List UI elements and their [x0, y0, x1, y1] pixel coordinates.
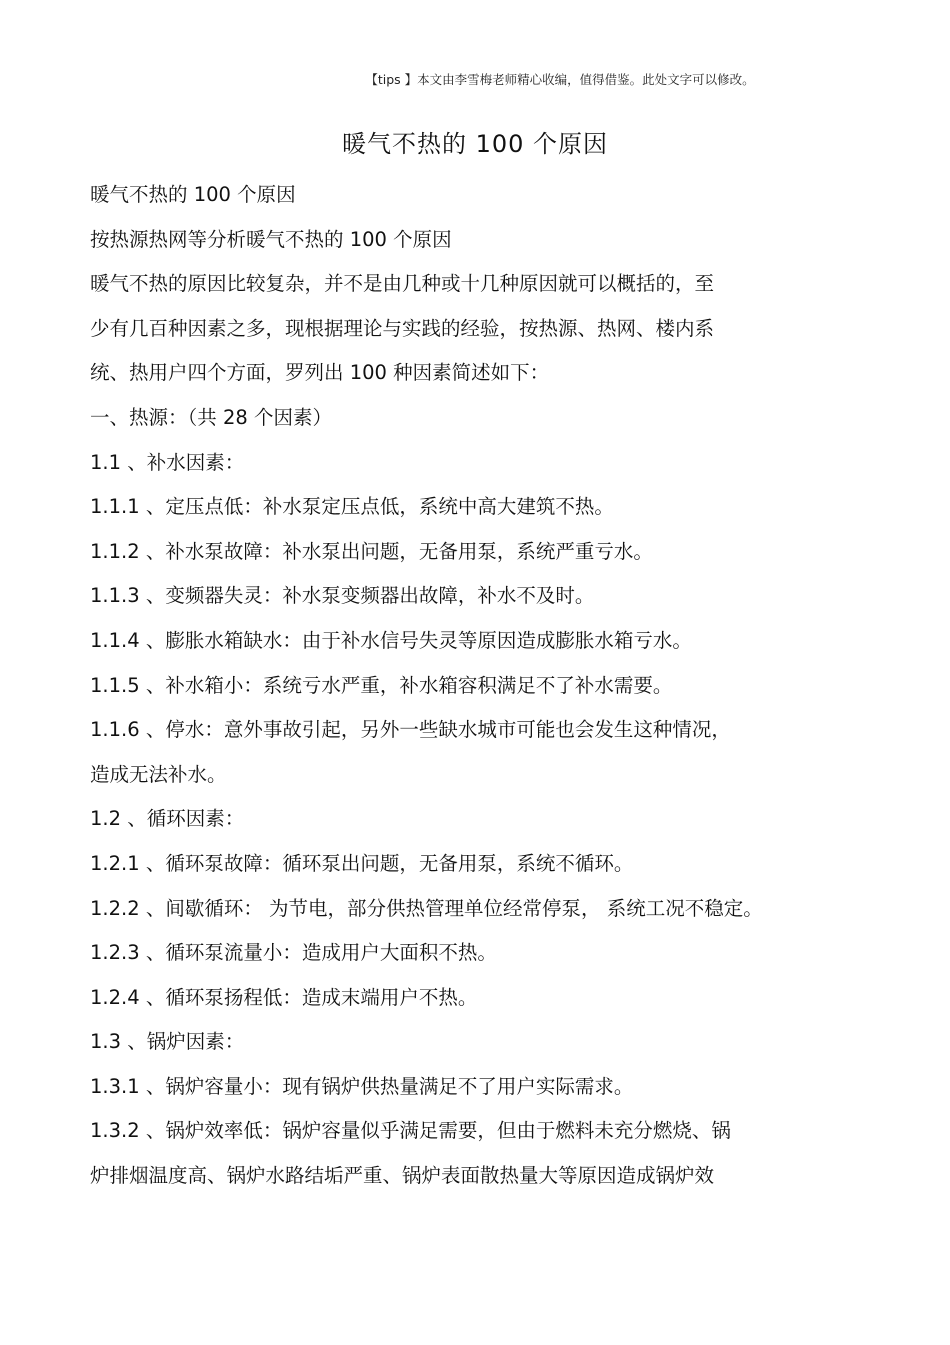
body-line: 暖气不热的原因比较复杂，并不是由几种或十几种原因就可以概括的，至: [90, 272, 715, 296]
document-body: [90, 178, 870, 1204]
document-title: 暖气不热的 100 个原因: [341, 130, 609, 158]
list-item: 1.1.3 、变频器失灵：补水泵变频器出故障，补水不及时。: [90, 584, 595, 608]
list-item: 1.1.1 、定压点低：补水泵定压点低，系统中高大建筑不热。: [90, 495, 614, 519]
subsection-heading: 1.1 、补水因素：: [90, 450, 245, 474]
list-item: 1.2.1 、循环泵故障：循环泵出问题，无备用泵，系统不循环。: [90, 851, 634, 875]
list-item: 1.3.1 、锅炉容量小：现有锅炉供热量满足不了用户实际需求。: [90, 1074, 634, 1098]
list-item: 1.1.6 、停水：意外事故引起，另外一些缺水城市可能也会发生这种情况，: [90, 718, 731, 742]
list-item: 1.1.2 、补水泵故障：补水泵出问题，无备用泵，系统严重亏水。: [90, 539, 653, 563]
body-line: 暖气不热的 100 个原因: [90, 183, 296, 206]
list-item: 1.2.4 、循环泵扬程低：造成末端用户不热。: [90, 985, 478, 1009]
body-line: 按热源热网等分析暖气不热的 100 个原因: [90, 227, 452, 251]
list-item: 1.1.5 、补水箱小：系统亏水严重，补水箱容积满足不了补水需要。: [90, 673, 673, 697]
list-item: 1.1.4 、膨胀水箱缺水：由于补水信号失灵等原因造成膨胀水箱亏水。: [90, 628, 692, 652]
header-tips-note: 【tips 】本文由李雪梅老师精心收编，值得借鉴。此处文字可以修改。: [365, 72, 755, 87]
body-line: 统、热用户四个方面，罗列出 100 种因素简述如下：: [90, 361, 550, 385]
subsection-heading: 1.3 、锅炉因素：: [90, 1030, 245, 1054]
subsection-heading: 1.2 、循环因素：: [90, 807, 245, 831]
section-heading: 一、热源：（共 28 个因素）: [90, 405, 332, 429]
list-item: 1.3.2 、锅炉效率低：锅炉容量似乎满足需要，但由于燃料未充分燃烧、锅: [90, 1119, 731, 1143]
list-item-continued: 炉排烟温度高、锅炉水路结垢严重、锅炉表面散热量大等原因造成锅炉效: [90, 1164, 715, 1188]
list-item-continued: 造成无法补水。: [90, 762, 227, 786]
list-item: 1.2.2 、间歇循环： 为节电，部分供热管理单位经常停泵， 系统工况不稳定。: [90, 896, 763, 920]
body-line: 少有几百种因素之多，现根据理论与实践的经验，按热源、热网、楼内系: [90, 316, 715, 340]
list-item: 1.2.3 、循环泵流量小：造成用户大面积不热。: [90, 941, 497, 965]
